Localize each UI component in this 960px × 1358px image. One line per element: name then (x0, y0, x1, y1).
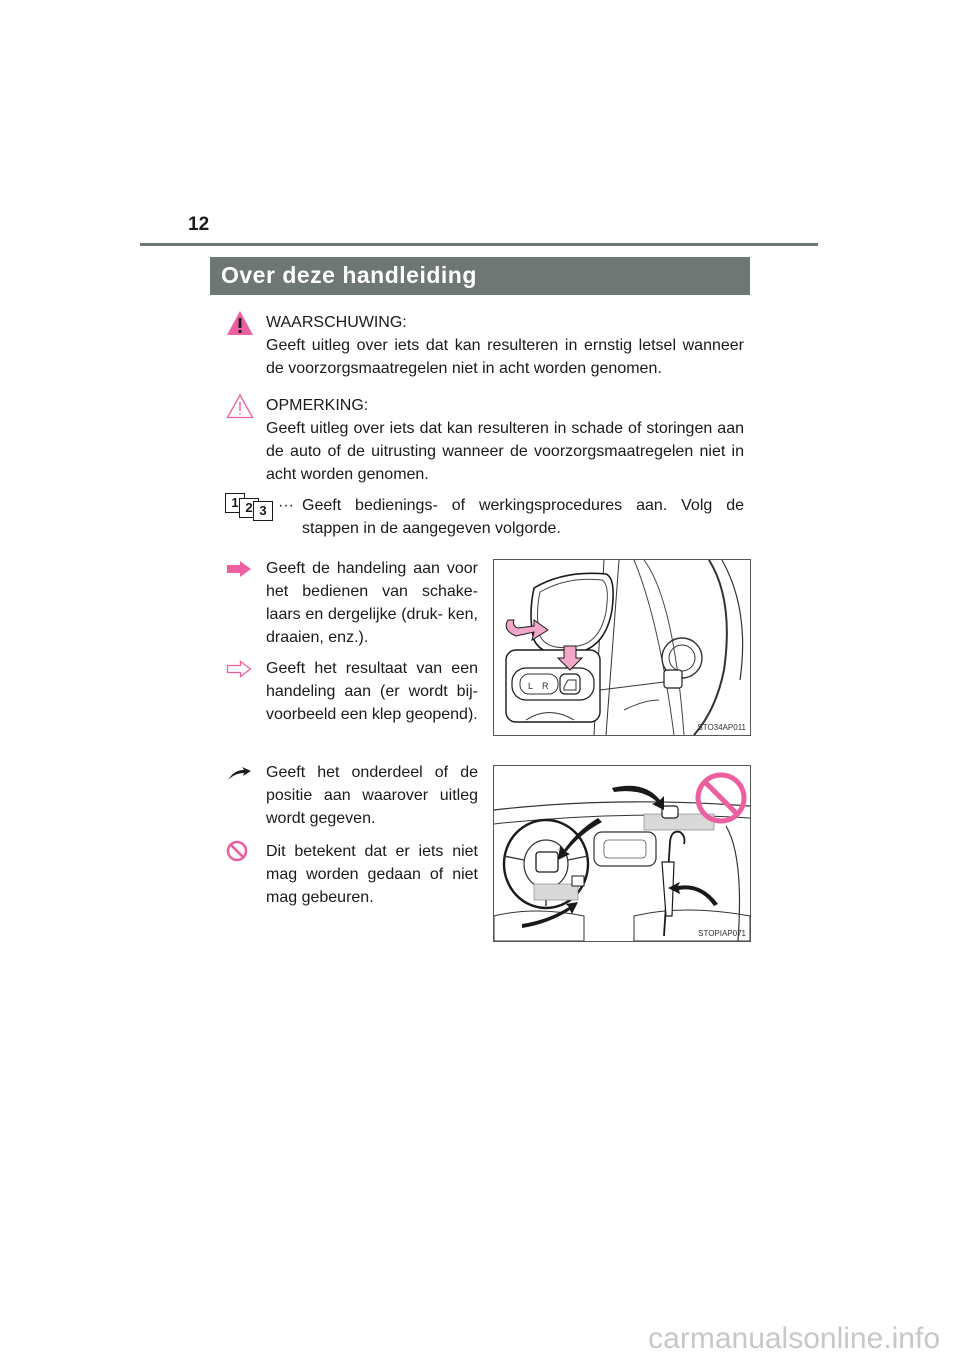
step-three-box: 3 (253, 501, 273, 521)
result-arrow-icon (226, 660, 252, 678)
notice-icon (226, 393, 254, 419)
warning-label: WAARSCHUWING: (266, 314, 407, 331)
step-two-box: 2 (239, 498, 259, 518)
pointer-arrow-icon (226, 766, 252, 782)
steps-dots: ··· (278, 497, 294, 514)
prohibited-text: Dit betekent dat er iets niet mag worden gedaan of niet mag gebeuren. (266, 843, 478, 906)
action-text: Geeft de handeling aan voor het bedienen van schake- laars en dergelijke (druk- ken, draaien, enz.). (266, 560, 478, 646)
steps-text: Geeft bedienings- of werkingsprocedures aan. Volg de stappen in de aangegeven volgorde. (302, 497, 744, 537)
prohibited-icon (226, 840, 248, 862)
switch-label-right: R (542, 681, 549, 691)
step-one-box: 1 (225, 493, 245, 513)
warning-icon (226, 310, 254, 336)
header-rule (140, 243, 818, 246)
warning-text: Geeft uitleg over iets dat kan resulteren in ernstig letsel wanneer de voorzorgsmaatregelen niet in acht worden genomen. (266, 337, 744, 377)
mirror-illustration (494, 560, 750, 735)
section-title: Over deze handleiding (210, 257, 750, 295)
mirror-figure-code: STO34AP011 (697, 723, 746, 732)
notice-label: OPMERKING: (266, 397, 369, 414)
result-text: Geeft het resultaat van een handeling aan (er wordt bij- voorbeeld een klep geopend). (266, 660, 478, 723)
interior-illustration (494, 766, 750, 941)
notice-block (266, 394, 744, 486)
steps-icon (225, 493, 275, 519)
notice-text: Geeft uitleg over iets dat kan resulteren in schade of storingen aan de auto of de uitrusting wanneer de voorzorgsmaatregelen niet in acht worden genomen. (266, 420, 744, 483)
mirror-figure (493, 559, 751, 736)
watermark: carmanualsonline.info (648, 1322, 940, 1355)
interior-figure-code: STOPIAP071 (698, 929, 746, 938)
page-number: 12 (188, 214, 210, 235)
component-text: Geeft het onderdeel of de positie aan waarover uitleg wordt gegeven. (266, 764, 478, 827)
switch-label-left: L (528, 681, 534, 691)
warning-block (266, 311, 744, 380)
action-arrow-icon (226, 560, 252, 578)
interior-figure (493, 765, 751, 942)
